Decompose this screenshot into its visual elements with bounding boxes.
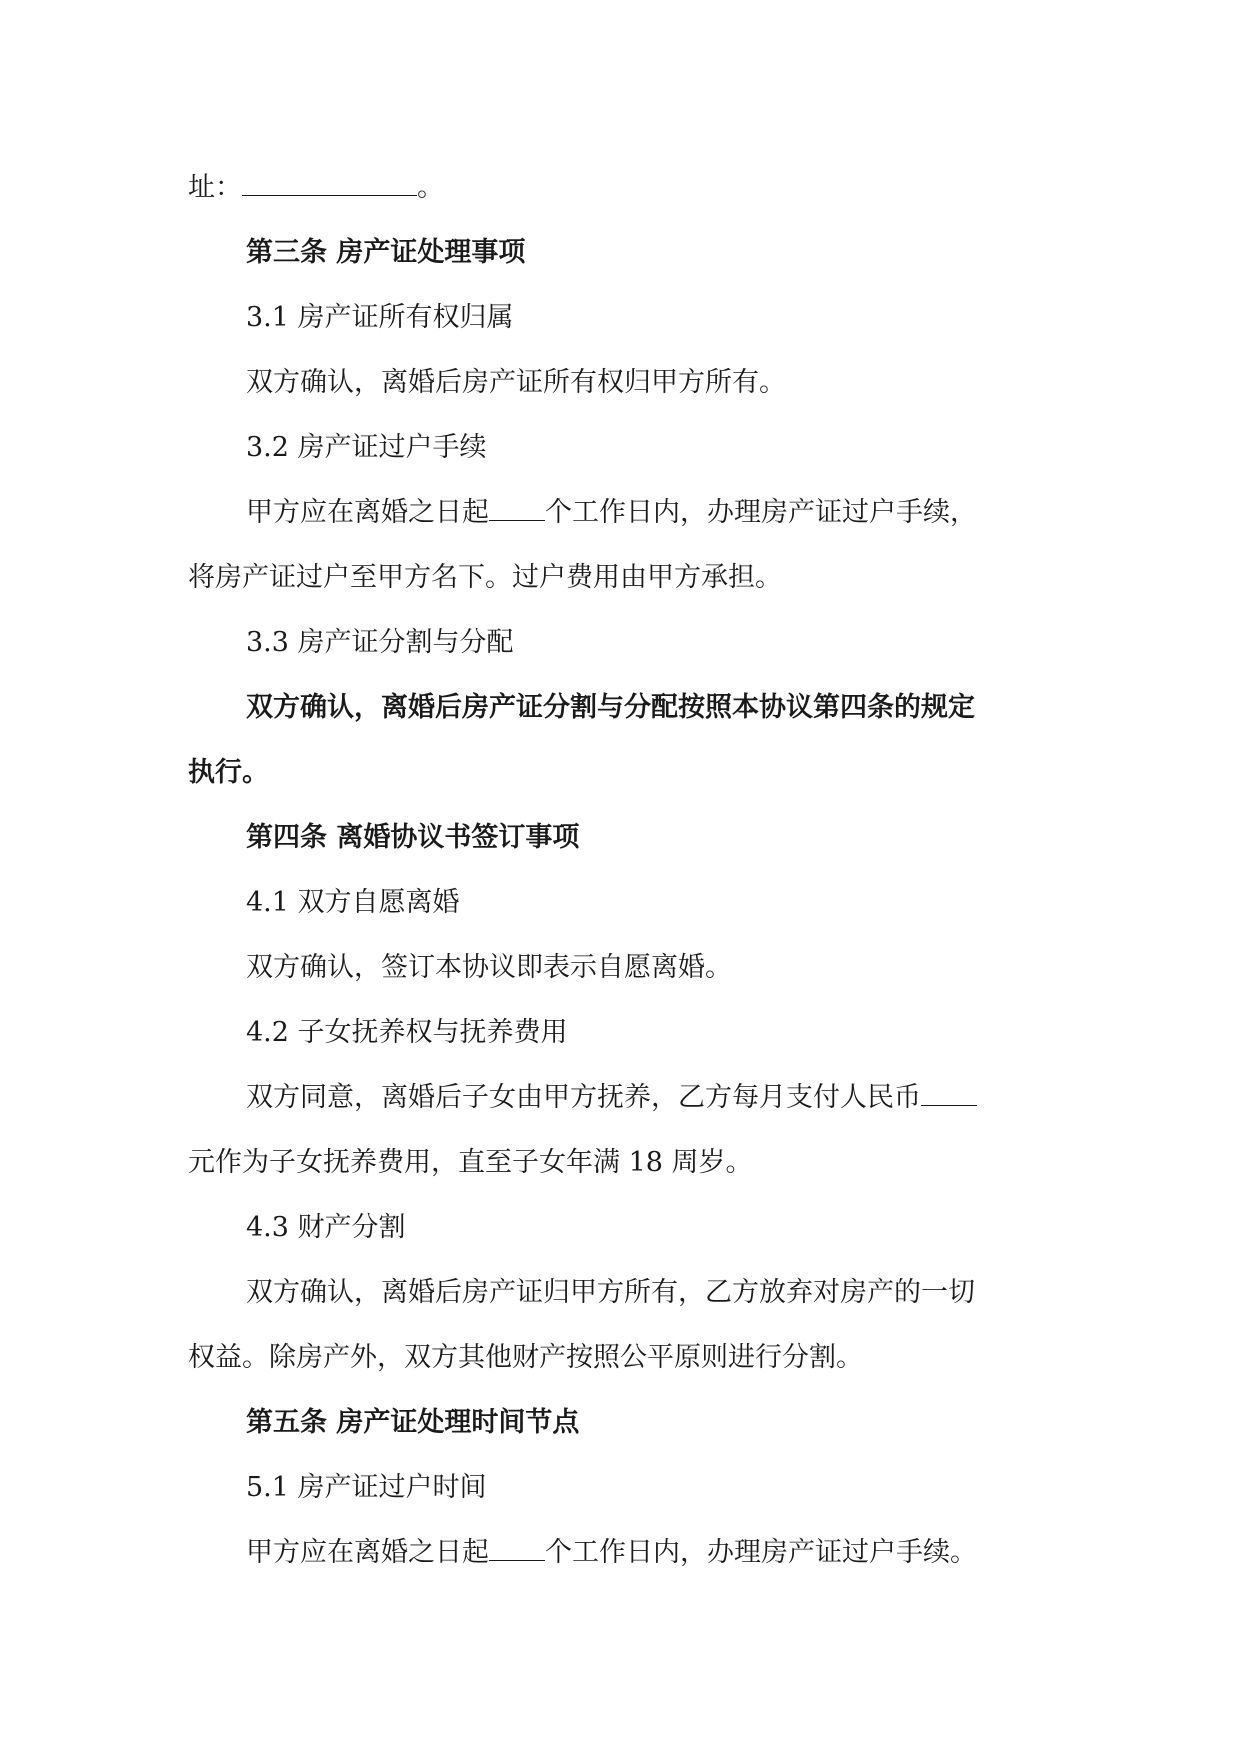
transfer-days-blank [489, 1538, 545, 1561]
section-3-2-title: 3.2 房产证过户手续 [246, 432, 487, 463]
article4-heading: 第四条 离婚协议书签订事项 [246, 822, 580, 853]
workdays-blank [489, 498, 545, 521]
address-end: 。 [417, 172, 444, 203]
section-4-2-body-line1 [188, 1065, 1058, 1130]
section-4-2-title: 4.2 子女抚养权与抚养费用 [246, 1017, 568, 1048]
document-body [188, 155, 1058, 1585]
section-3-1-title: 3.1 房产证所有权归属 [246, 302, 514, 333]
article3-heading: 第三条 房产证处理事项 [246, 237, 526, 268]
section-3-2-body-line2: 将房产证过户至甲方名下。过户费用由甲方承担。 [188, 562, 782, 593]
section-5-1-body [188, 1520, 1058, 1585]
section-3-2-text-b: 个工作日内，办理房产证过户手续， [545, 497, 977, 528]
section-4-1-body: 双方确认，签订本协议即表示自愿离婚。 [246, 952, 732, 983]
section-4-3-body-line1: 双方确认，离婚后房产证归甲方所有，乙方放弃对房产的一切 [246, 1277, 975, 1308]
amount-blank [921, 1083, 977, 1106]
section-3-1-body: 双方确认，离婚后房产证所有权归甲方所有。 [246, 367, 786, 398]
section-3-2-body-line1 [188, 480, 1058, 545]
address-line [188, 155, 1058, 220]
section-3-2-text-a: 甲方应在离婚之日起 [246, 497, 489, 528]
section-4-3-body-line2: 权益。除房产外，双方其他财产按照公平原则进行分割。 [188, 1342, 863, 1373]
section-5-1-title: 5.1 房产证过户时间 [246, 1472, 487, 1503]
address-label: 址： [188, 172, 242, 203]
section-3-3-body-line1: 双方确认，离婚后房产证分割与分配按照本协议第四条的规定 [246, 692, 975, 723]
section-5-1-text-a: 甲方应在离婚之日起 [246, 1537, 489, 1568]
section-3-3-title: 3.3 房产证分割与分配 [246, 627, 514, 658]
address-blank [242, 173, 417, 196]
section-4-3-title: 4.3 财产分割 [246, 1212, 406, 1243]
section-4-1-title: 4.1 双方自愿离婚 [246, 887, 460, 918]
section-4-2-body-line2: 元作为子女抚养费用，直至子女年满 18 周岁。 [188, 1147, 753, 1178]
section-5-1-text-b: 个工作日内，办理房产证过户手续。 [545, 1537, 977, 1568]
article5-heading: 第五条 房产证处理时间节点 [246, 1407, 580, 1438]
section-3-3-body-line2: 执行。 [188, 757, 269, 788]
section-4-2-text-a: 双方同意，离婚后子女由甲方抚养，乙方每月支付人民币 [246, 1082, 921, 1113]
